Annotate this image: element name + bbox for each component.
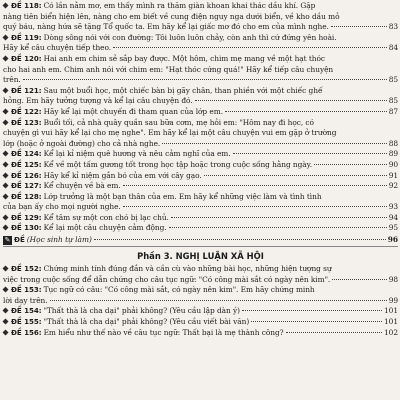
toc-entry-line bbox=[3, 275, 398, 286]
entry-code: ĐỀ 128: bbox=[11, 191, 42, 201]
toc-entry-line bbox=[3, 75, 398, 86]
bullet-icon bbox=[2, 319, 8, 325]
toc-entry-line bbox=[3, 160, 398, 171]
entry-text: Kể về một tấm gương tốt trong học tập hoặc trong cuộc sống hằng ngày. bbox=[43, 159, 313, 169]
bullet-icon bbox=[2, 119, 8, 125]
entry-code: ĐỀ 130: bbox=[11, 223, 42, 233]
entry-code: ĐỀ 155: bbox=[11, 317, 42, 327]
leader-dots bbox=[286, 332, 382, 333]
page-number: 101 bbox=[384, 306, 398, 316]
toc-entry bbox=[3, 213, 398, 224]
leader-dots bbox=[331, 26, 387, 27]
bullet-icon bbox=[2, 214, 8, 220]
entry-text: lớp (hoặc ở ngoài đường) cho cả nhà nghe. bbox=[3, 138, 161, 148]
page-number: 85 bbox=[388, 75, 398, 85]
bullet-icon bbox=[2, 183, 8, 189]
bullet-icon bbox=[2, 308, 8, 314]
page-number: 102 bbox=[384, 327, 398, 337]
toc-entry bbox=[3, 86, 398, 107]
entry-text: việc trong cuộc sống để dẫn chứng cho câu tục ngữ: "Có công mài sắt có ngày nên kim". bbox=[3, 274, 331, 284]
entry-code: ĐỀ 121: bbox=[11, 85, 42, 95]
bullet-icon bbox=[2, 87, 8, 93]
leader-dots bbox=[169, 227, 387, 228]
toc-entry bbox=[3, 107, 398, 118]
toc-entry-line bbox=[3, 33, 398, 44]
entry-text: "Thất thà là cha dại" phải không? (Yêu cầu viết bài văn) bbox=[43, 317, 250, 327]
toc-entry bbox=[3, 264, 398, 285]
leader-dots bbox=[204, 175, 387, 176]
toc-entry-line bbox=[3, 1, 398, 12]
bullet-icon bbox=[2, 287, 8, 293]
bullet-icon bbox=[2, 161, 8, 167]
toc-entry-line bbox=[3, 181, 398, 192]
bullet-icon bbox=[2, 225, 8, 231]
toc-entry-line bbox=[3, 296, 398, 307]
entry-code: ĐỀ 152: bbox=[11, 264, 42, 274]
entry-text: Kể lại một câu chuyện cảm động. bbox=[43, 223, 167, 233]
toc-entry-line bbox=[3, 86, 398, 97]
entry-text: Em hiểu như thế nào về câu tục ngữ: Thất bại là mẹ thành công? bbox=[43, 327, 284, 337]
entry-text: lời dạy trên. bbox=[3, 295, 48, 305]
entry-text: "Thất thà là cha dại" phải không? (Yêu cầu lập dàn ý) bbox=[43, 306, 240, 316]
page-number: 94 bbox=[388, 212, 398, 222]
own-practice-label: ĐỀ bbox=[14, 235, 25, 245]
entry-code: ĐỀ 123: bbox=[11, 117, 42, 127]
toc-entry-line bbox=[3, 328, 398, 339]
leader-dots bbox=[23, 79, 387, 80]
toc-entry-line bbox=[3, 54, 398, 65]
entry-text: Buổi tối, cả nhà quây quần sau bữa cơm, mẹ hỏi em: "Hôm nay đi học, có bbox=[43, 117, 314, 127]
entry-text: Dòng sông nói với con đường: Tôi luôn luôn chảy, còn anh thì cứ đứng yên hoài. bbox=[43, 32, 337, 42]
table-of-contents-top bbox=[3, 1, 398, 234]
leader-dots bbox=[332, 279, 386, 280]
entry-code: ĐỀ 124: bbox=[11, 149, 42, 159]
leader-dots bbox=[251, 321, 382, 322]
entry-text: trên. bbox=[3, 75, 21, 85]
leader-dots bbox=[113, 47, 387, 48]
toc-entry-line bbox=[3, 306, 398, 317]
toc-entry bbox=[3, 317, 398, 328]
leader-dots bbox=[162, 143, 386, 144]
toc-entry-line bbox=[3, 223, 398, 234]
bullet-icon bbox=[2, 108, 8, 114]
entry-text: Kể tâm sự một con chó bị lạc chủ. bbox=[43, 212, 169, 222]
entry-code: ĐỀ 156: bbox=[11, 327, 42, 337]
entry-text: quý báu, nàng hứa sẽ tặng Tổ quốc ta. Em hãy kể lại giấc mơ đó cho em của mình nghe. bbox=[3, 22, 329, 32]
page-number: 96 bbox=[387, 235, 398, 245]
page-number: 92 bbox=[388, 181, 398, 191]
toc-entry bbox=[3, 328, 398, 339]
entry-code: ĐỀ 129: bbox=[11, 212, 42, 222]
toc-entry-line bbox=[3, 213, 398, 224]
toc-entry bbox=[3, 160, 398, 171]
entry-text: Kể chuyện về bà em. bbox=[43, 181, 121, 191]
leader-dots bbox=[50, 300, 387, 301]
leader-dots bbox=[195, 100, 387, 101]
entry-code: ĐỀ 154: bbox=[11, 306, 42, 316]
toc-entry-line bbox=[3, 317, 398, 328]
bullet-icon bbox=[2, 34, 8, 40]
toc-entry-line bbox=[3, 149, 398, 160]
entry-text: Lớp trưởng là một bạn thân của em. Em hãy kể những việc làm và tình tình bbox=[43, 191, 322, 201]
entry-code: ĐỀ 125: bbox=[11, 159, 42, 169]
entry-code: ĐỀ 120: bbox=[11, 53, 42, 63]
entry-text: chuyện gì vui hãy kể lại cho mẹ nghe". Em hãy kể lại một câu chuyện vui em gặp ở trường bbox=[3, 128, 337, 138]
toc-entry-line bbox=[3, 107, 398, 118]
page-number: 85 bbox=[388, 96, 398, 106]
leader-dots bbox=[242, 310, 382, 311]
toc-entry-line bbox=[3, 128, 398, 139]
entry-code: ĐỀ 118: bbox=[11, 1, 42, 10]
entry-code: ĐỀ 122: bbox=[11, 106, 42, 116]
pencil-icon: ✎ bbox=[4, 236, 11, 245]
entry-text: của bạn ấy cho mọi người nghe. bbox=[3, 202, 121, 212]
toc-entry bbox=[3, 54, 398, 86]
entry-text: Hãy kể lại một chuyến đi tham quan của lớp em. bbox=[43, 106, 223, 116]
table-of-contents-bottom bbox=[3, 264, 398, 338]
own-practice-text: (Học sinh tự làm) bbox=[26, 235, 92, 245]
toc-entry bbox=[3, 33, 398, 54]
toc-entry-line bbox=[3, 12, 398, 23]
entry-text: Sau một buổi học, một chiếc bàn bị gãy chân, than phiền với một chiếc ghế bbox=[43, 85, 323, 95]
toc-entry-line bbox=[3, 139, 398, 150]
entry-code: ĐỀ 119: bbox=[11, 32, 42, 42]
toc-entry-line bbox=[3, 171, 398, 182]
leader-dots bbox=[314, 164, 387, 165]
page-number: 98 bbox=[388, 274, 398, 284]
toc-entry bbox=[3, 285, 398, 306]
toc-entry-line bbox=[3, 285, 398, 296]
entry-text: Có lần nằm mơ, em thấy mình ra thăm giàn khoan khai thác dầu khí. Gặp bbox=[43, 1, 316, 10]
toc-entry bbox=[3, 1, 398, 33]
own-practice-line bbox=[3, 234, 398, 247]
leader-dots bbox=[94, 239, 386, 240]
leader-dots bbox=[171, 217, 387, 218]
toc-entry bbox=[3, 149, 398, 160]
entry-text: Hãy kể kỉ niệm gắn bó của em với cây gạo. bbox=[43, 170, 202, 180]
page-number: 95 bbox=[388, 223, 398, 233]
toc-entry bbox=[3, 181, 398, 192]
bullet-icon bbox=[2, 2, 8, 8]
entry-text: Tục ngữ có câu: "Có công mài sắt, có ngày nên kim". Em hãy chứng minh bbox=[43, 285, 315, 295]
toc-entry-line bbox=[3, 22, 398, 33]
page-number: 84 bbox=[388, 43, 398, 53]
page-number: 90 bbox=[388, 159, 398, 169]
toc-entry bbox=[3, 171, 398, 182]
bullet-icon bbox=[2, 329, 8, 335]
bullet-icon bbox=[2, 172, 8, 178]
entry-text: Hãy kể câu chuyện tiếp theo. bbox=[3, 43, 112, 53]
entry-text: hỏng. Em hãy tưởng tượng và kể lại câu chuyện đó. bbox=[3, 96, 193, 106]
page-number: 88 bbox=[388, 138, 398, 148]
entry-text: nàng tiên biển hiện lên, nàng cho em biết về cung điện nguy nga dưới biển, về kho dầu mỏ bbox=[3, 11, 340, 21]
entry-text: cho hai anh em. Chim anh nói với chim em: "Hạt thóc cứng quá!" Hãy kể tiếp câu chuyện bbox=[3, 64, 334, 74]
toc-entry-line bbox=[3, 65, 398, 76]
entry-text: Kể lại kỉ niệm quê hương và nêu cảm nghĩ của em. bbox=[43, 149, 231, 159]
toc-entry-line bbox=[3, 43, 398, 54]
leader-dots bbox=[225, 111, 387, 112]
entry-text: Chứng minh tính đúng đắn và cần cù vào những bài học, những hiện tượng sự bbox=[43, 264, 332, 274]
toc-entry-line bbox=[3, 192, 398, 203]
toc-entry bbox=[3, 306, 398, 317]
page-number: 83 bbox=[388, 22, 398, 32]
entry-text: Hai anh em chim sẻ sắp bay được. Một hôm, chim mẹ mang về một hạt thóc bbox=[43, 53, 325, 63]
bullet-icon bbox=[2, 193, 8, 199]
bullet-icon bbox=[2, 151, 8, 157]
page-number: 101 bbox=[384, 317, 398, 327]
toc-entry-line bbox=[3, 96, 398, 107]
toc-entry-line bbox=[3, 264, 398, 275]
entry-code: ĐỀ 127: bbox=[11, 181, 42, 191]
page-number: 91 bbox=[388, 170, 398, 180]
leader-dots bbox=[233, 153, 387, 154]
bullet-icon bbox=[2, 55, 8, 61]
leader-dots bbox=[123, 206, 387, 207]
toc-entry bbox=[3, 192, 398, 213]
toc-entry bbox=[3, 118, 398, 150]
page-number: 99 bbox=[388, 295, 398, 305]
leader-dots bbox=[123, 185, 387, 186]
toc-entry-line bbox=[3, 118, 398, 129]
page-number: 93 bbox=[388, 202, 398, 212]
section-title: Phần 3. NGHỊ LUẬN XÃ HỘI bbox=[137, 251, 264, 262]
bullet-icon bbox=[2, 266, 8, 272]
toc-entry-line bbox=[3, 202, 398, 213]
toc-entry bbox=[3, 223, 398, 234]
page-number: 89 bbox=[388, 149, 398, 159]
page-number: 87 bbox=[388, 106, 398, 116]
entry-code: ĐỀ 153: bbox=[11, 285, 42, 295]
entry-code: ĐỀ 126: bbox=[11, 170, 42, 180]
